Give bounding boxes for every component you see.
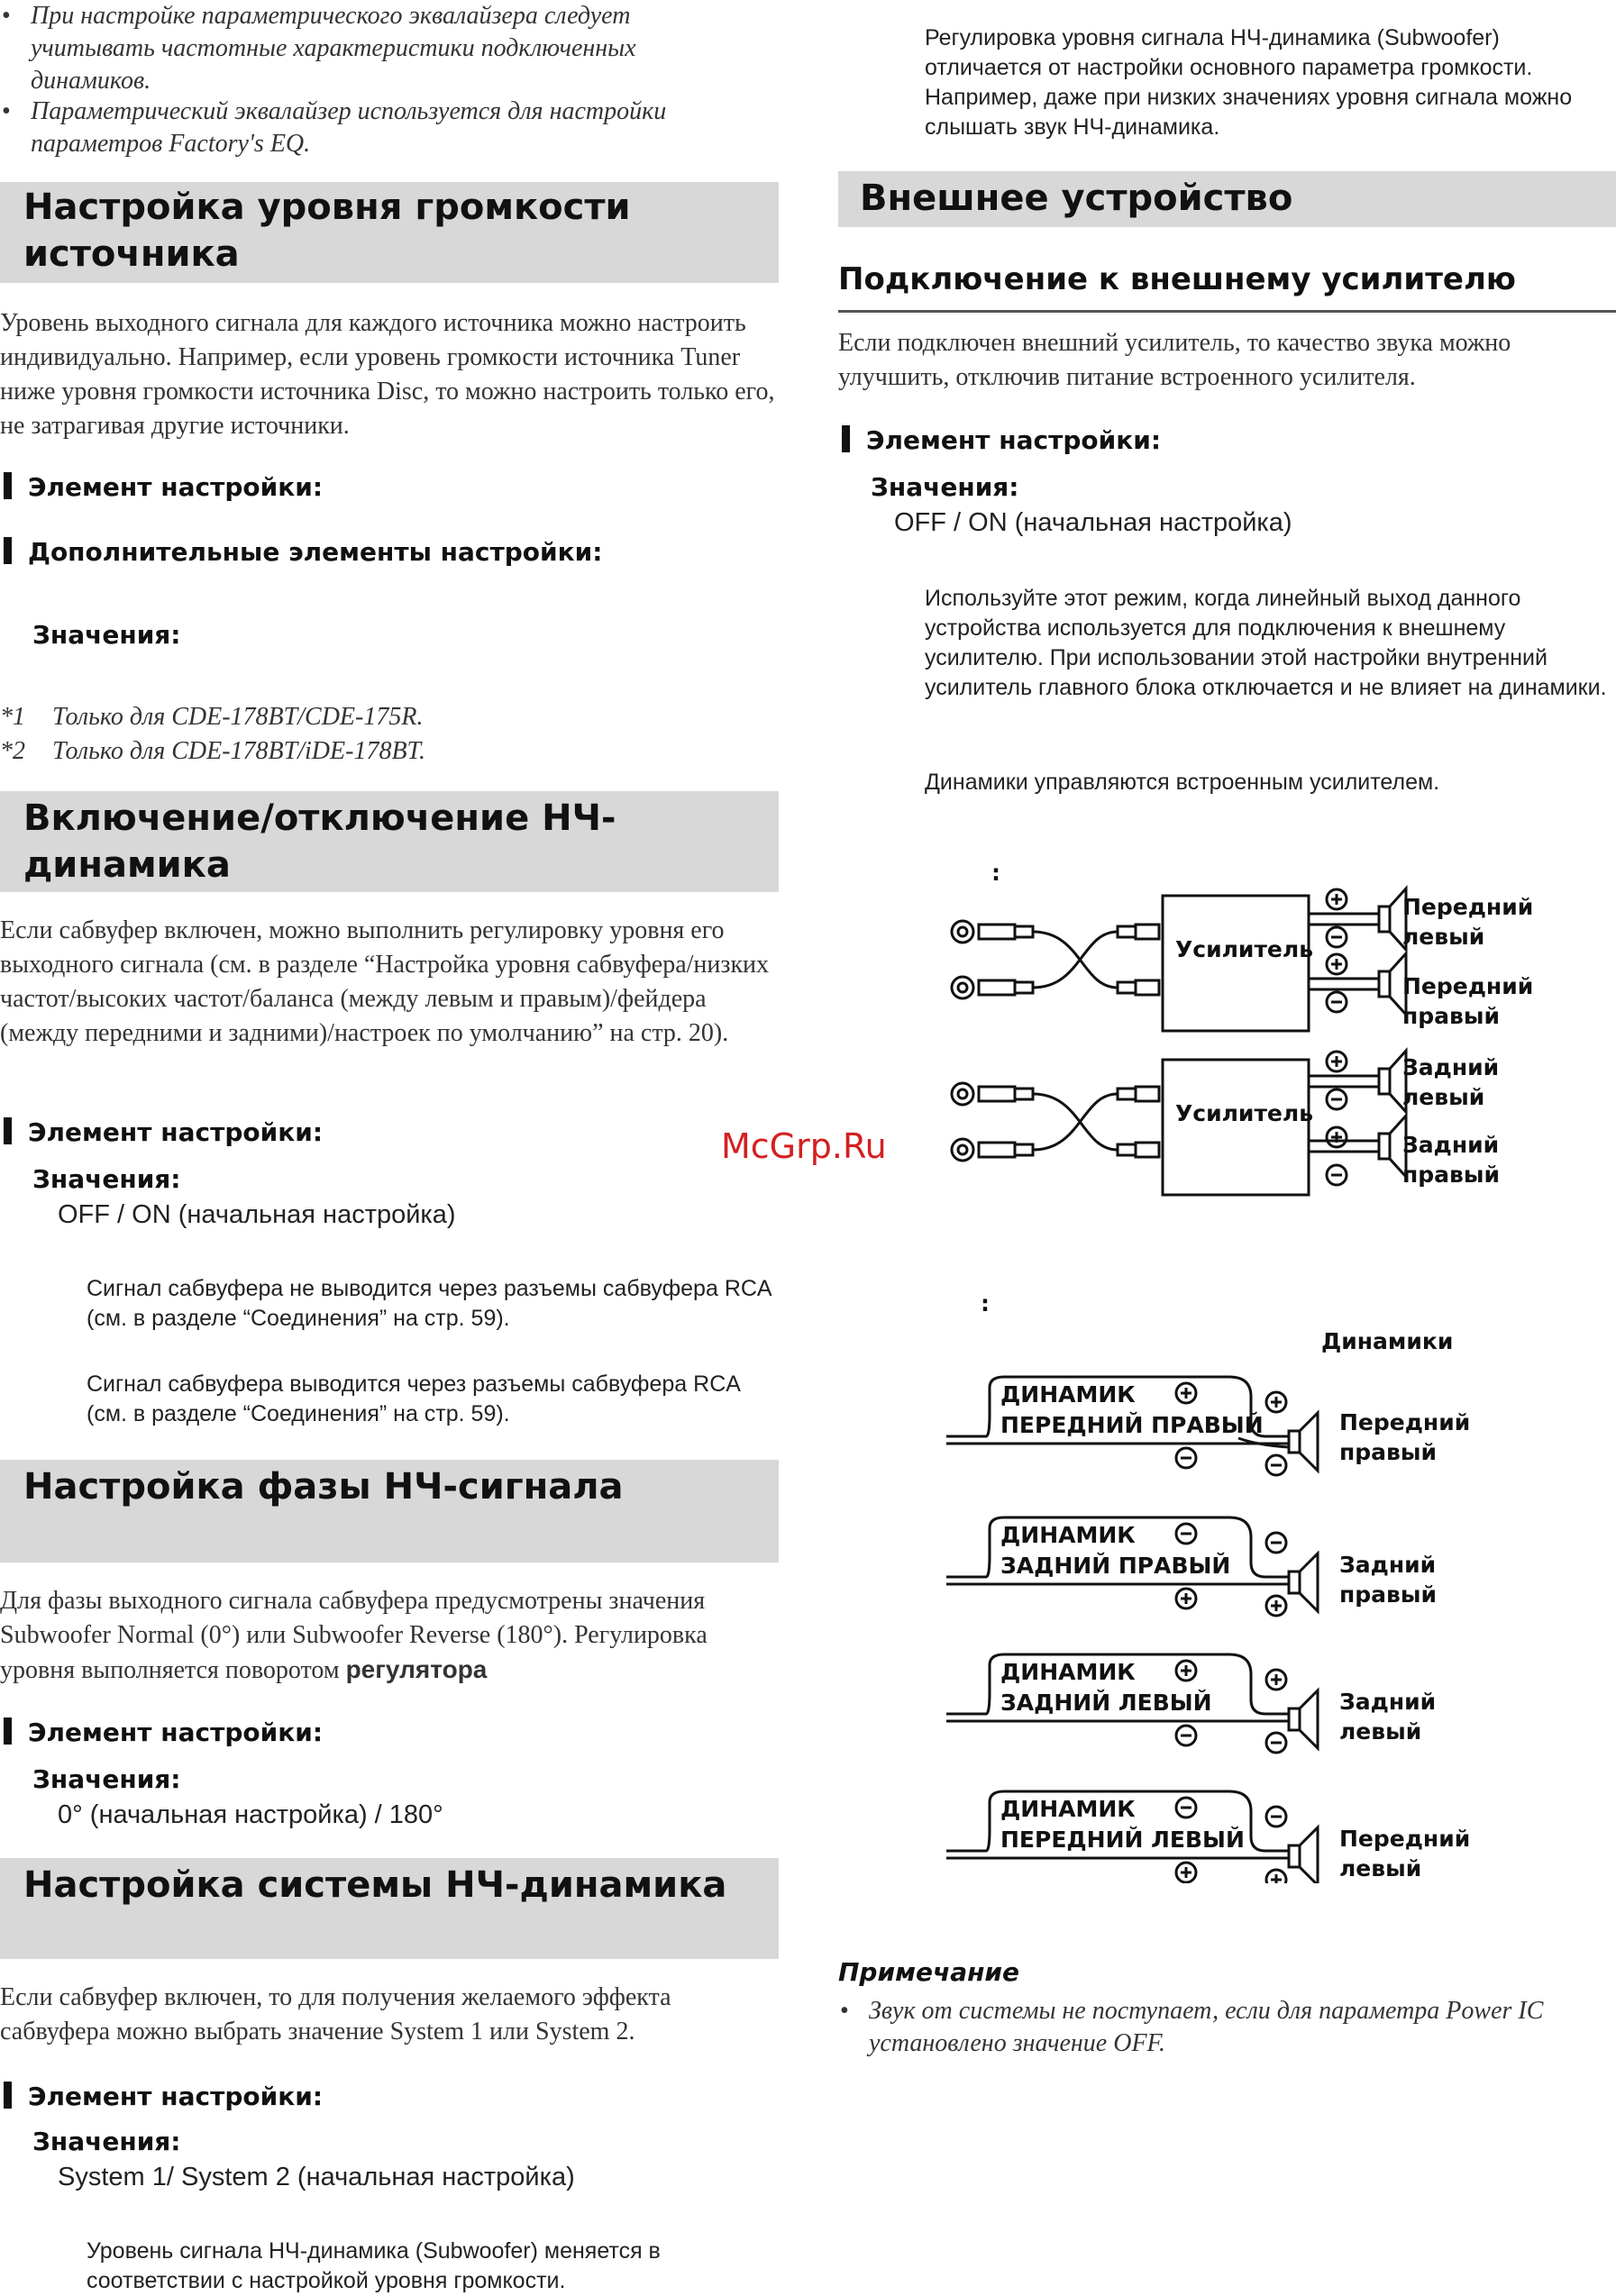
speaker-4-label: Передний левый — [1339, 1826, 1471, 1881]
speaker-3-label: Задний левый — [1339, 1689, 1437, 1745]
sub-onoff-note-on: Сигнал сабвуфера выводится через разъемы сабвуфера RCA (см. в разделе “Соединения” на стр. 59). — [87, 1371, 740, 1426]
sub-onoff-setting-item: Элемент настройки: — [4, 1117, 323, 1147]
speaker-3-name-2: ЗАДНИЙ ЛЕВЫЙ — [1000, 1690, 1212, 1716]
right-top-note: Регулировка уровня сигнала НЧ-динамика (Subwoofer) отличается от настройки основного параметра громкости. Например, даже при низких значениях уровня сигнала можно слышать звук НЧ-динамика. — [925, 25, 1573, 140]
speaker-3-name-1: ДИНАМИК — [1000, 1659, 1136, 1685]
amp-diagram-colon: : — [991, 860, 1000, 886]
section-title-phase: Настройка фазы НЧ-сигнала — [23, 1466, 624, 1508]
source-level-body: Уровень выходного сигнала для каждого источника можно настроить индивидуально. Например, если уровень громкости источника Tuner ниже уровня громкости источника Disc, то можно настроить только его, не затрагивая другие источники. — [0, 309, 775, 440]
external-subtitle-rule — [838, 310, 1616, 313]
speaker-4-name-1: ДИНАМИК — [1000, 1796, 1136, 1822]
source-level-extra-items: Дополнительные элементы настройки: — [4, 537, 602, 567]
phase-setting-item: Элемент настройки: — [4, 1717, 323, 1747]
phase-values: 0° (начальная настройка) / 180° — [58, 1800, 443, 1829]
section-title-source-level: Настройка уровня громкости источника — [23, 187, 631, 275]
sub-onoff-body: Если сабвуфер включен, можно выполнить регулировку уровня его выходного сигнала (см. в разделе “Настройка уровня сабвуфера/низких частот/высоких частот/баланса (между левым и правым)/фейдера (между передними и задними)/настроек по умолчанию” на стр. 20). — [0, 916, 770, 1047]
sub-onoff-values: OFF / ON (начальная настройка) — [58, 1200, 456, 1229]
external-values-label: Значения: — [871, 472, 1019, 502]
remark-title: Примечание — [838, 1957, 1020, 1987]
external-body: Если подключен внешний усилитель, то качество звука можно улучшить, отключив питание встроенного усилителя. — [838, 329, 1511, 391]
remark-bullet: • Звук от системы не поступает, если для параметра Power IC установлено значение OFF. — [840, 1997, 1544, 2057]
external-values: OFF / ON (начальная настройка) — [894, 508, 1292, 537]
system-values-label: Значения: — [32, 2127, 181, 2156]
section-title-system: Настройка системы НЧ-динамика — [23, 1864, 727, 1906]
amp-front-right-label: Передний правый — [1402, 973, 1534, 1029]
source-level-setting-item: Элемент настройки: — [4, 472, 323, 502]
amp-label-lower: Усилитель — [1175, 1100, 1314, 1126]
top-bullet-2: • Параметрический эквалайзер используется для настройки параметров Factory's EQ. — [2, 97, 667, 158]
speaker-2-label: Задний правый — [1339, 1552, 1437, 1608]
phase-body: Для фазы выходного сигнала сабвуфера предусмотрены значения Subwoofer Normal (0°) или Subwoofer Reverse (180°). Регулировка уровня выполняется поворотом регулятора — [0, 1587, 708, 1684]
speaker-1-label: Передний правый — [1339, 1409, 1471, 1465]
speaker-diagram — [941, 1361, 1356, 1883]
amp-front-left-label: Передний левый — [1402, 894, 1534, 950]
footnote-2: *2 Только для CDE-178BT/iDE-178BT. — [0, 737, 426, 765]
system-values: System 1/ System 2 (начальная настройка) — [58, 2163, 575, 2191]
phase-values-label: Значения: — [32, 1764, 181, 1794]
system-setting-item: Элемент настройки: — [4, 2082, 323, 2111]
source-level-values-label: Значения: — [32, 620, 181, 650]
system-note: Уровень сигнала НЧ-динамика (Subwoofer) меняется в соответствии с настройкой уровня громкости. — [87, 2238, 661, 2293]
speaker-diagram-header: Динамики — [1321, 1328, 1454, 1354]
external-amp-subtitle: Подключение к внешнему усилителю — [838, 261, 1516, 297]
speaker-1-name-2: ПЕРЕДНИЙ ПРАВЫЙ — [1000, 1412, 1264, 1438]
amp-label-upper: Усилитель — [1175, 936, 1314, 962]
section-title-sub-onoff: Включение/отключение НЧ-динамика — [23, 797, 616, 886]
amp-rear-right-label: Задний правый — [1402, 1132, 1500, 1188]
external-note-on: Динамики управляются встроенным усилителем. — [925, 770, 1440, 795]
section-title-external: Внешнее устройство — [860, 178, 1293, 219]
system-body: Если сабвуфер включен, то для получения желаемого эффекта сабвуфера можно выбрать значение System 1 или System 2. — [0, 1983, 671, 2045]
external-setting-item: Элемент настройки: — [842, 425, 1161, 455]
external-note-off: Используйте этот режим, когда линейный выход данного устройства используется для подключения к внешнему усилителю. При использовании этой настройки внутренний усилитель главного блока отключается и не влияет на динамики. — [925, 586, 1607, 700]
top-bullet-1: • При настройке параметрического эквалайзера следует учитывать частотные характеристики подключенных динамиков. — [2, 2, 636, 95]
sub-onoff-values-label: Значения: — [32, 1164, 181, 1194]
speaker-4-name-2: ПЕРЕДНИЙ ЛЕВЫЙ — [1000, 1827, 1245, 1853]
speaker-1-name-1: ДИНАМИК — [1000, 1381, 1136, 1408]
amp-rear-left-label: Задний левый — [1402, 1054, 1500, 1110]
speaker-diagram-colon: : — [981, 1290, 990, 1317]
speaker-2-name-1: ДИНАМИК — [1000, 1522, 1136, 1548]
watermark: McGrp.Ru — [721, 1126, 887, 1166]
sub-onoff-note-off: Сигнал сабвуфера не выводится через разъемы сабвуфера RCA (см. в разделе “Соединения” на стр. 59). — [87, 1276, 771, 1331]
speaker-2-name-2: ЗАДНИЙ ПРАВЫЙ — [1000, 1553, 1231, 1579]
footnote-1: *1 Только для CDE-178BT/CDE-175R. — [0, 703, 424, 731]
